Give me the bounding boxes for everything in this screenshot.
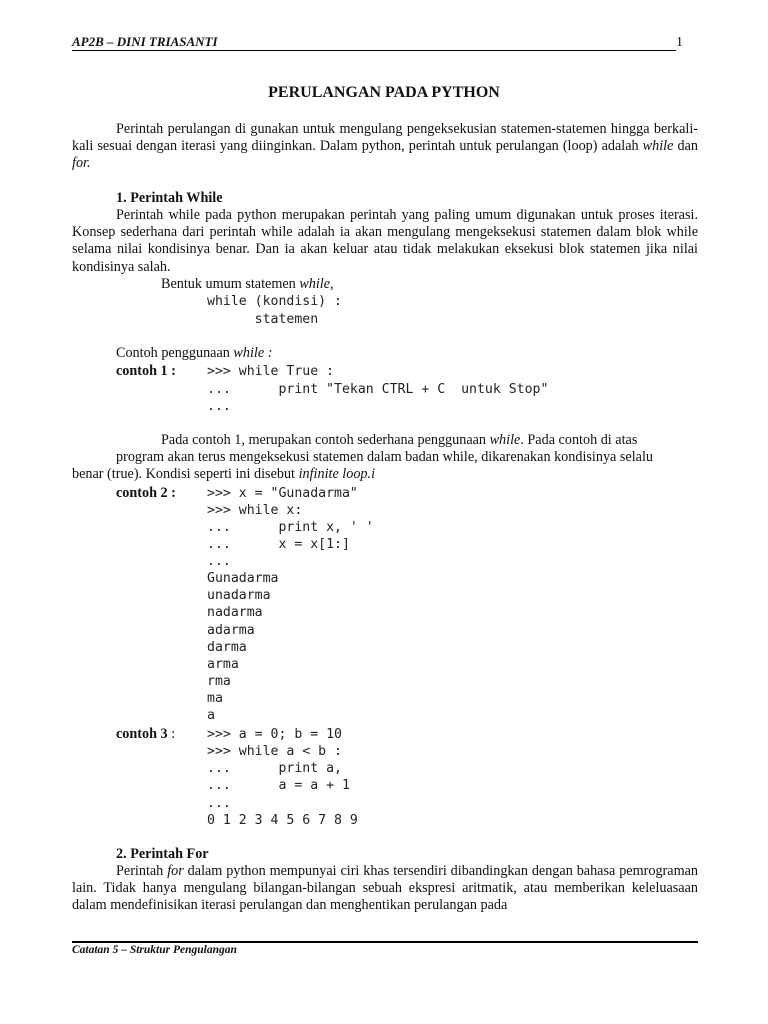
for-paragraph xyxy=(72,863,698,915)
usage-em: while : xyxy=(233,345,273,361)
contoh1-line-3: ... xyxy=(207,399,231,414)
bentuk-umum xyxy=(161,276,334,293)
contoh2-line-11: arma xyxy=(207,657,239,672)
contoh2-line-12: rma xyxy=(207,674,231,689)
explain-e2: infinite loop.i xyxy=(298,466,376,482)
for-t1: Perintah xyxy=(116,863,168,879)
intro-and: dan xyxy=(673,138,698,155)
intro-text: Perintah perulangan di gunakan untuk mengulang pengeksekusian statemen-statemen hingga berkali-kali sesuai dengan iterasi yang diinginkan. Dalam python, perintah untuk perulangan (loop) adalah xyxy=(72,121,698,155)
contoh3-label-wrap xyxy=(116,726,175,743)
bentuk-em: while, xyxy=(299,276,334,292)
for-t2: dalam python mempunyai ciri khas tersendiri dibandingkan dengan bahasa pemrograman lain. Tidak hanya mengulang bilangan-bilangan sebuah ekspresi aritmatik, atau memberikan keleluasaan dalam mendefinisikan iterasi perulangan dan menghentikan perulangan pada xyxy=(72,863,698,914)
contoh3-label: contoh 3 xyxy=(116,726,168,742)
while-paragraph xyxy=(72,207,698,276)
contoh3-line-3: ... print a, xyxy=(207,761,342,776)
page-title: PERULANGAN PADA PYTHON xyxy=(268,84,500,101)
contoh3-line-5: ... xyxy=(207,796,231,811)
contoh3-line-6: 0 1 2 3 4 5 6 7 8 9 xyxy=(207,813,358,828)
syntax-line-1: while (kondisi) : xyxy=(207,294,342,309)
explain-e1: while xyxy=(489,432,521,448)
usage-text: Contoh penggunaan xyxy=(116,345,234,361)
while-paragraph-text: Perintah while pada python merupakan perintah yang paling umum digunakan untuk proses iterasi. Konsep sederhana dari perintah while adalah ia akan mengulang mengeksekusi statemen dalam blok while selama nilai kondisinya benar. Dan ia akan keluar atau tidak melakukan eksekusi blok statemen jika nilai kondisinya salah. xyxy=(72,207,698,275)
contoh1-line-2: ... print "Tekan CTRL + C untuk Stop" xyxy=(207,382,549,397)
section-heading-while: 1. Perintah While xyxy=(116,190,223,206)
intro-for: for. xyxy=(72,155,91,172)
contoh3-line-2: >>> while a < b : xyxy=(207,744,342,759)
explain-line-3 xyxy=(72,466,375,483)
explain-t2: . Pada contoh di atas xyxy=(520,432,638,448)
contoh2-line-1: >>> x = "Gunadarma" xyxy=(207,486,358,501)
usage-intro xyxy=(116,345,272,362)
contoh2-line-2: >>> while x: xyxy=(207,503,303,518)
contoh1-label: contoh 1 : xyxy=(116,363,176,379)
footer-rule xyxy=(72,941,698,943)
explain-t4: benar (true). Kondisi seperti ini disebut xyxy=(72,466,299,482)
contoh2-line-13: ma xyxy=(207,691,223,706)
explain-t1: Pada contoh 1, merupakan contoh sederhana penggunaan xyxy=(161,432,490,448)
syntax-line-2: statemen xyxy=(207,312,319,327)
contoh2-line-7: unadarma xyxy=(207,588,271,603)
contoh3-line-1: >>> a = 0; b = 10 xyxy=(207,727,342,742)
explain-line-2: program akan terus mengeksekusi statemen dalam badan while, dikarenakan kondisinya selalu xyxy=(116,449,653,465)
bentuk-text: Bentuk umum statemen xyxy=(161,276,300,292)
header-rule xyxy=(72,50,676,51)
contoh2-line-4: ... x = x[1:] xyxy=(207,537,350,552)
contoh2-line-8: nadarma xyxy=(207,605,263,620)
contoh3-line-4: ... a = a + 1 xyxy=(207,778,350,793)
contoh2-label: contoh 2 : xyxy=(116,485,176,501)
for-em: for xyxy=(167,863,184,879)
contoh2-line-6: Gunadarma xyxy=(207,571,279,586)
footer-text: Catatan 5 – Struktur Pengulangan xyxy=(72,944,237,956)
intro-while: while xyxy=(642,138,674,155)
contoh2-line-10: darma xyxy=(207,640,247,655)
contoh2-line-5: ... xyxy=(207,554,231,569)
intro-paragraph xyxy=(72,121,698,173)
contoh2-line-14: a xyxy=(207,708,215,723)
contoh3-colon: : xyxy=(167,726,176,742)
contoh2-line-3: ... print x, ' ' xyxy=(207,520,374,535)
header-left: AP2B – DINI TRIASANTI xyxy=(72,34,218,49)
contoh1-line-1: >>> while True : xyxy=(207,364,335,379)
contoh2-line-9: adarma xyxy=(207,623,255,638)
explain-line-1 xyxy=(161,432,637,449)
section-heading-for: 2. Perintah For xyxy=(116,846,209,862)
page-number: 1 xyxy=(676,35,683,50)
